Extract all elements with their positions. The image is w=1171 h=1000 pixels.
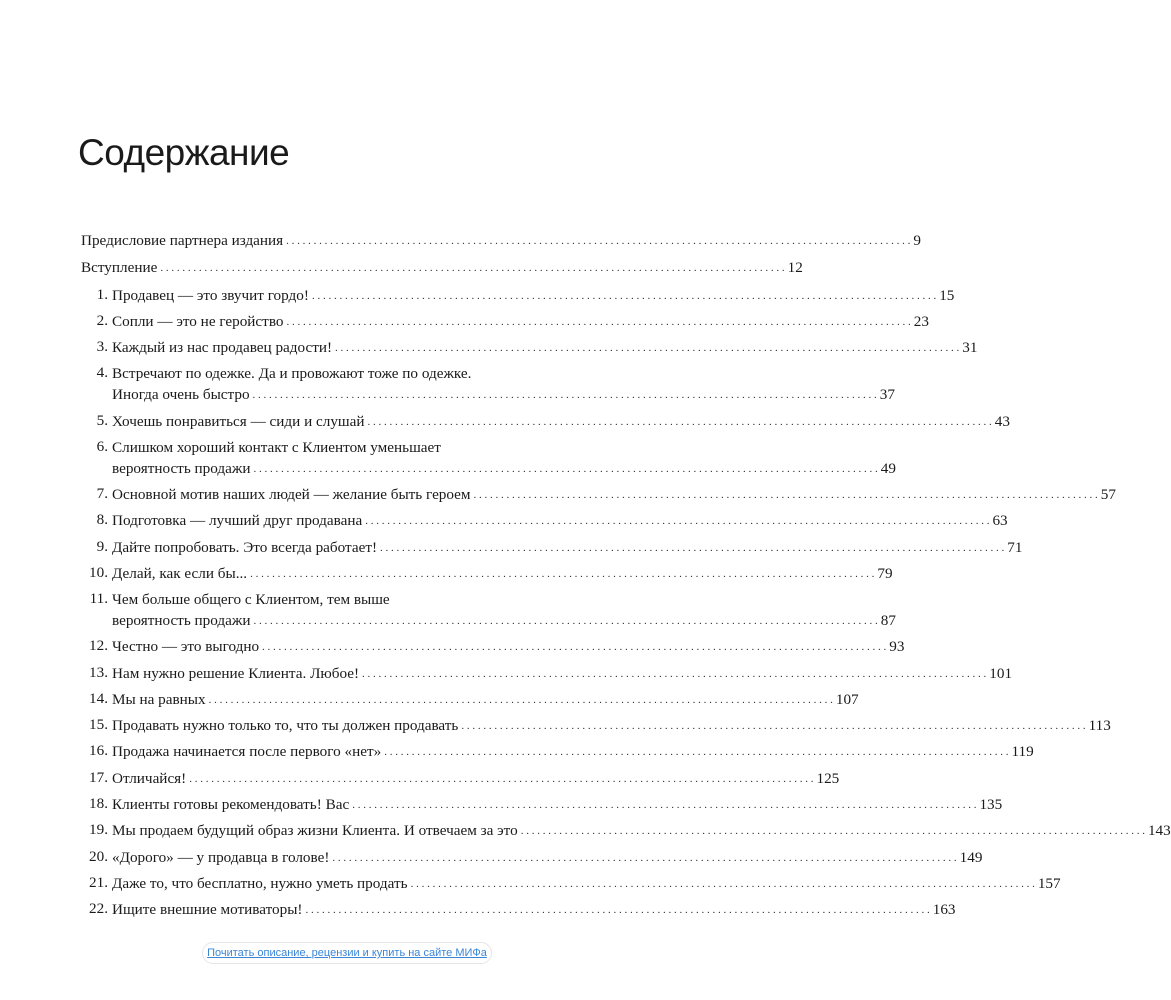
toc-entry-title-line: Встречают по одежке. Да и провожают тоже по одежке. — [112, 365, 472, 383]
toc-entry-body — [81, 231, 921, 253]
toc-entry-number: 20. — [89, 847, 108, 865]
toc-entry-body — [108, 412, 1010, 434]
toc-entry-title-line: Чем больше общего с Клиентом, тем выше — [112, 591, 390, 609]
toc-entry-title-line: Даже то, что бесплатно, нужно уметь продать — [112, 874, 408, 892]
toc-page-number: 15 — [939, 286, 955, 304]
toc-entry-last-line — [112, 511, 1008, 533]
toc-entry-number: 12. — [89, 637, 108, 655]
toc-dot-leader — [335, 338, 959, 359]
toc-entry-last-line — [112, 611, 896, 633]
toc-entry[interactable] — [81, 563, 893, 586]
toc-entry-number: 6. — [96, 437, 108, 455]
toc-entry-last-line — [112, 664, 1012, 686]
toc-dot-leader — [332, 848, 956, 869]
toc-entry-last-line — [112, 385, 895, 407]
toc-entry-body — [108, 664, 1012, 686]
toc-entry-body — [108, 848, 982, 870]
toc-dot-leader — [474, 485, 1098, 506]
toc-entry-number: 17. — [89, 768, 108, 786]
toc-entry-number: 7. — [96, 484, 108, 502]
toc-entry-number: 13. — [89, 663, 108, 681]
toc-entry[interactable] — [81, 311, 929, 334]
toc-entry[interactable] — [81, 231, 922, 253]
toc-entry[interactable] — [81, 900, 956, 922]
toc-page-number: 93 — [889, 638, 905, 656]
toc-entry-body — [108, 716, 1111, 738]
toc-dot-leader — [461, 716, 1085, 737]
toc-entry-number: 4. — [96, 364, 108, 382]
toc-entry[interactable] — [81, 873, 1061, 896]
toc-entry-title-line: Ищите внешние мотиваторы! — [112, 901, 303, 919]
toc-entry[interactable] — [81, 663, 1013, 686]
toc-entry-title-line: «Дорого» — у продавца в голове! — [112, 848, 330, 866]
toc-entry-body — [108, 637, 904, 659]
toc-dot-leader — [253, 385, 877, 406]
toc-entry-body — [108, 900, 956, 922]
toc-page-number: 157 — [1037, 874, 1061, 892]
toc-entry[interactable] — [81, 689, 859, 712]
toc-page-number: 57 — [1100, 485, 1116, 503]
toc-entry-number: 2. — [96, 311, 108, 329]
toc-entry[interactable] — [81, 285, 955, 308]
toc-entry-title-line: Вступление — [81, 259, 158, 277]
toc-entry-last-line — [112, 795, 1002, 817]
toc-dot-leader — [352, 795, 976, 816]
toc-entry-number: 1. — [96, 285, 108, 303]
toc-entry-title-line: Хочешь понравиться — сиди и слушай — [112, 412, 365, 430]
toc-dot-leader — [286, 312, 910, 333]
toc-entry-number: 9. — [96, 537, 108, 555]
toc-entry[interactable] — [81, 590, 896, 633]
toc-entry-title-line: Слишком хороший контакт с Клиентом уменьшает — [112, 438, 441, 456]
toc-entry-title-line: Основной мотив наших людей — желание быть героем — [112, 485, 471, 503]
toc-entry-last-line — [112, 338, 977, 360]
toc-entry[interactable] — [81, 716, 1111, 738]
toc-entry[interactable] — [81, 847, 983, 870]
toc-entry[interactable] — [81, 511, 1008, 533]
toc-page-number: 163 — [932, 901, 956, 919]
toc-entry-body — [108, 312, 929, 334]
toc-entry-last-line — [112, 312, 929, 334]
toc-entry-last-line — [112, 742, 1034, 764]
toc-entry-number: 14. — [89, 689, 108, 707]
toc-page-number: 63 — [992, 512, 1008, 530]
toc-entry-body — [108, 795, 1002, 817]
toc-entry-last-line — [81, 231, 921, 253]
toc-entry-body — [108, 690, 859, 712]
toc-entry-last-line — [112, 538, 1022, 560]
toc-dot-leader — [250, 564, 874, 585]
toc-entry-title-line: Иногда очень быстро — [112, 386, 250, 404]
toc-entry-number: 11. — [89, 590, 108, 608]
toc-entry-body — [108, 769, 839, 791]
toc-entry-last-line — [112, 690, 859, 712]
toc-entry-body — [81, 258, 803, 280]
toc-entry-title-line: Дайте попробовать. Это всегда работает! — [112, 538, 378, 556]
toc-entry-body — [108, 742, 1034, 764]
toc-entry-title-line: Клиенты готовы рекомендовать! Вас — [112, 796, 350, 814]
toc-entry-body — [108, 590, 896, 633]
toc-entry-title-line: Отличайся! — [112, 769, 187, 787]
toc-dot-leader — [411, 874, 1035, 895]
toc-entry-number: 18. — [89, 795, 108, 813]
toc-entry[interactable] — [81, 258, 803, 280]
toc-entry-last-line — [112, 716, 1111, 738]
toc-entry-number: 3. — [96, 338, 108, 356]
toc-entry-body — [108, 538, 1022, 560]
toc-entry-last-line — [112, 485, 1116, 507]
toc-page-number: 125 — [816, 769, 840, 787]
toc-entry-body — [108, 821, 1171, 843]
table-of-contents — [81, 231, 1171, 927]
toc-entry-body — [108, 485, 1116, 507]
toc-entry-title-line: Нам нужно решение Клиента. Любое! — [112, 664, 360, 682]
toc-entry-number: 16. — [89, 742, 108, 760]
toc-dot-leader — [262, 637, 886, 658]
toc-entry[interactable] — [81, 742, 1034, 764]
toc-entry-last-line — [112, 459, 896, 481]
toc-entry-last-line — [112, 900, 956, 922]
toc-page-number: 107 — [835, 690, 859, 708]
toc-entry-body — [108, 286, 954, 308]
toc-entry-number: 8. — [96, 511, 108, 529]
toc-entry-body — [108, 338, 977, 360]
toc-entry[interactable] — [81, 768, 840, 791]
toc-entry-body — [108, 438, 896, 481]
toc-entry-title-line: вероятность продажи — [112, 459, 251, 477]
toc-entry-body — [108, 564, 893, 586]
toc-page-number: 23 — [913, 312, 929, 330]
toc-entry[interactable] — [81, 364, 895, 407]
toc-page-number: 43 — [994, 412, 1010, 430]
toc-entry-number: 15. — [89, 716, 108, 734]
toc-entry-last-line — [112, 412, 1010, 434]
toc-entry-last-line — [112, 564, 893, 586]
toc-dot-leader — [189, 769, 813, 790]
toc-dot-leader — [160, 258, 784, 279]
toc-dot-leader — [209, 690, 833, 711]
toc-entry-number: 22. — [89, 900, 108, 918]
toc-dot-leader — [367, 412, 991, 433]
toc-page-number: 12 — [787, 259, 803, 277]
toc-entry-title-line: Каждый из нас продавец радости! — [112, 339, 333, 357]
toc-entry[interactable] — [81, 338, 978, 360]
toc-entry-title-line: Предисловие партнера издания — [81, 232, 284, 249]
toc-page-number: 113 — [1088, 717, 1111, 735]
toc-page-number: 149 — [959, 848, 983, 866]
toc-entry-last-line — [112, 769, 839, 791]
toc-entry[interactable] — [81, 411, 1010, 434]
toc-page-number: 119 — [1011, 743, 1034, 761]
toc-page-number: 87 — [880, 611, 896, 629]
toc-page-number: 49 — [880, 459, 896, 477]
toc-entry-body — [108, 511, 1008, 533]
toc-entry[interactable] — [81, 537, 1023, 560]
toc-entry-title-line: Мы продаем будущий образ жизни Клиента. И отвечаем за это — [112, 822, 518, 840]
toc-dot-leader — [254, 611, 878, 632]
toc-entry[interactable] — [81, 821, 1171, 843]
toc-entry-last-line — [112, 286, 954, 308]
toc-entry-number: 10. — [89, 563, 108, 581]
toc-entry-title-line: Мы на равных — [112, 690, 206, 708]
toc-entry-title-line: Делай, как если бы... — [112, 564, 248, 582]
toc-entry[interactable] — [81, 437, 896, 481]
toc-dot-leader — [362, 664, 986, 685]
toc-entry-last-line — [112, 637, 904, 659]
toc-entry[interactable] — [81, 637, 905, 659]
toc-entry-title-line: Продавать нужно только то, что ты должен продавать — [112, 717, 459, 735]
toc-entry-last-line — [112, 821, 1171, 843]
toc-entry-title-line: Подготовка — лучший друг продавана — [112, 512, 363, 530]
toc-entry-last-line — [81, 258, 803, 280]
toc-dot-leader — [365, 511, 989, 532]
toc-entry-body — [108, 874, 1061, 896]
toc-dot-leader — [384, 742, 1008, 763]
toc-dot-leader — [286, 231, 910, 252]
toc-page-number: 31 — [962, 339, 978, 357]
toc-entry-last-line — [112, 848, 982, 870]
toc-entry-last-line — [112, 874, 1061, 896]
toc-dot-leader — [254, 459, 878, 480]
toc-page-number: 71 — [1007, 538, 1023, 556]
toc-entry-title-line: Продажа начинается после первого «нет» — [112, 743, 382, 761]
toc-page-number: 79 — [877, 564, 893, 582]
toc-page-number: 9 — [913, 232, 922, 249]
toc-dot-leader — [380, 538, 1004, 559]
toc-dot-leader — [305, 900, 929, 921]
toc-entry[interactable] — [81, 795, 1003, 817]
toc-entry-body — [108, 364, 895, 407]
toc-dot-leader — [521, 821, 1145, 842]
toc-entry-title-line: вероятность продажи — [112, 611, 251, 629]
toc-page-number: 143 — [1147, 822, 1171, 840]
buy-book-link[interactable]: Почитать описание, рецензии и купить на сайте МИФа — [202, 942, 492, 964]
toc-page-number: 135 — [979, 796, 1003, 814]
toc-entry-number: 19. — [89, 821, 108, 839]
toc-entry-title-line: Продавец — это звучит гордо! — [112, 286, 309, 304]
toc-page-number: 37 — [879, 386, 895, 404]
toc-dot-leader — [312, 286, 936, 307]
toc-entry-title-line: Сопли — это не геройство — [112, 312, 284, 330]
page-title: Содержание — [78, 132, 290, 173]
toc-entry-number: 5. — [96, 411, 108, 429]
toc-entry-number: 21. — [89, 873, 108, 891]
toc-entry[interactable] — [81, 484, 1116, 507]
toc-page-number: 101 — [989, 664, 1013, 682]
toc-entry-title-line: Честно — это выгодно — [112, 638, 260, 656]
